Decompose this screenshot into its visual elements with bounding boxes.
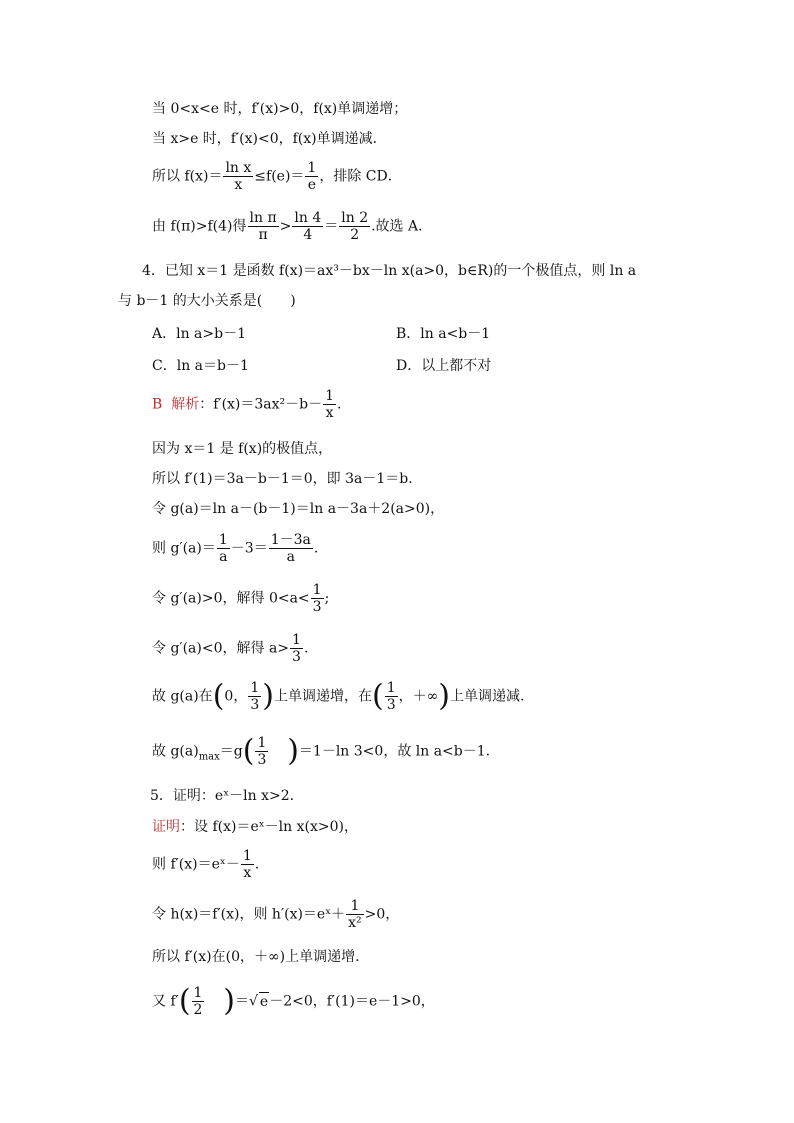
solution-line [152, 388, 341, 421]
fraction-numerator: ln π [249, 210, 277, 226]
fraction-denominator: π [258, 227, 268, 243]
fraction-numerator: 1 [250, 680, 260, 696]
fraction [269, 532, 313, 565]
proof-line [152, 898, 399, 931]
fraction-denominator: 3 [250, 697, 260, 713]
question-4-stem: 4．已知 x＝1 是函数 f(x)＝ax³－bx－ln x(a>0，b∈R)的一个极值点，则 ln a [142, 263, 637, 279]
option-a: A．ln a>b－1 [152, 326, 247, 342]
right-paren: ) [287, 733, 299, 769]
left-paren: ( [242, 733, 255, 769]
fraction-denominator: e [307, 177, 317, 193]
question-4-stem-cont: 与 b－1 的大小关系是( ) [118, 293, 296, 309]
text-segment: > [279, 218, 292, 235]
fraction [339, 210, 370, 243]
fraction-numerator: 1 [346, 898, 364, 915]
solution-line [152, 582, 329, 615]
text-segment: ＝1－ln 3<0，故 ln a<b－1. [298, 743, 491, 760]
proof-line [152, 818, 358, 836]
fraction-numerator: 1 [193, 985, 203, 1001]
proof-line: 所以 f′(x)在(0，＋∞)上单调递增． [152, 949, 370, 965]
fraction [217, 532, 230, 565]
fraction-numerator: 1 [292, 632, 301, 648]
answer-letter: B [152, 396, 163, 413]
text-segment: 上单调递增，在 [273, 688, 372, 705]
fraction [305, 160, 318, 193]
fraction [241, 848, 254, 881]
text-segment: . [313, 540, 319, 557]
text-segment: ; [324, 590, 330, 607]
text-segment: 则 f′(x)＝eˣ－ [152, 856, 240, 873]
text-segment: －3＝ [230, 540, 268, 557]
text-segment: 令 g′(a)<0，解得 a> [152, 640, 290, 657]
fraction-numerator: 1 [307, 160, 317, 176]
text-line [152, 160, 402, 193]
text-line: 当 0<x<e 时，f′(x)>0，f(x)单调递增； [152, 101, 408, 117]
solution-line: 令 g(a)＝ln a－(b－1)＝ln a－3a＋2(a>0)， [152, 501, 445, 517]
fraction-denominator: 3 [386, 697, 396, 713]
option-b: B．ln a<b－1 [396, 326, 491, 342]
fraction-denominator: 2 [193, 1002, 203, 1018]
fraction-denominator: x [234, 177, 243, 193]
fraction-denominator: 2 [350, 227, 360, 243]
fraction [248, 210, 279, 243]
fraction-denominator: 3 [312, 599, 322, 615]
text-segment: 上单调递减. [450, 688, 525, 705]
text-segment: . [254, 856, 260, 873]
solution-line: 因为 x＝1 是 f(x)的极值点， [152, 441, 333, 457]
text-segment: 0， [224, 688, 248, 705]
text-segment: >0， [364, 906, 400, 923]
fraction [311, 582, 324, 615]
fraction [385, 680, 398, 713]
solution-line [152, 735, 490, 768]
fraction [223, 160, 253, 193]
text-segment: 由 f(π)>f(4)得 [152, 218, 247, 235]
text-segment: 则 g′(a)＝ [152, 540, 216, 557]
fraction [248, 680, 261, 713]
fraction-numerator: 1－3a [270, 532, 311, 548]
text-segment: ＝ [324, 218, 339, 235]
fraction [292, 210, 323, 243]
fraction-denominator: x² [348, 915, 362, 931]
left-paren: ( [178, 983, 191, 1019]
fraction-numerator: ln x [225, 160, 252, 176]
text-segment: 又 f′ [152, 993, 179, 1010]
fraction-numerator: 1 [218, 532, 228, 548]
question-5-stem: 5．证明：eˣ－ln x>2. [150, 788, 295, 804]
text-segment: ≤f(e)＝ [254, 168, 305, 185]
fraction-denominator: 4 [303, 227, 313, 243]
fraction-numerator: 1 [386, 680, 396, 696]
fraction [346, 898, 364, 931]
right-paren: ) [262, 678, 274, 714]
text-segment: ，＋∞ [398, 688, 439, 705]
proof-line [152, 985, 435, 1018]
analysis-label: 解析 [171, 396, 200, 413]
text-segment: ，排除 CD． [319, 168, 402, 185]
text-segment: 令 g′(a)>0，解得 0<a< [152, 590, 310, 607]
fraction-denominator: 3 [292, 649, 301, 665]
fraction [255, 735, 268, 768]
solution-line: 所以 f′(1)＝3a－b－1＝0，即 3a－1＝b. [152, 471, 413, 487]
sqrt-symbol: √ [248, 993, 258, 1010]
solution-line [152, 680, 524, 713]
text-line [152, 210, 432, 243]
left-paren: ( [212, 678, 225, 714]
solution-line [152, 532, 318, 565]
text-segment: . [303, 640, 309, 657]
sqrt-radicand: e [259, 993, 269, 1010]
text-segment: ：f′(x)＝3ax²－b－ [199, 396, 323, 413]
fraction-numerator: 1 [325, 388, 335, 404]
fraction-denominator: x [325, 405, 334, 421]
fraction-numerator: 1 [257, 735, 267, 751]
text-segment: 故 g(a) [152, 743, 199, 760]
fraction-denominator: a [286, 549, 295, 565]
text-segment: ＝ [234, 993, 249, 1010]
fraction-numerator: ln 2 [341, 210, 369, 226]
fraction-denominator: x [243, 865, 252, 881]
proof-line [152, 848, 259, 881]
text-segment: .故选 A． [371, 218, 433, 235]
text-segment: 故 g(a)在 [152, 688, 213, 705]
text-line: 当 x>e 时，f′(x)<0，f(x)单调递减． [152, 131, 387, 147]
text-segment: 令 h(x)＝f′(x)，则 h′(x)＝eˣ＋ [152, 906, 346, 923]
option-d: D．以上都不对 [396, 358, 492, 374]
fraction-denominator: a [219, 549, 228, 565]
text-segment: －2<0，f′(1)＝e－1>0， [269, 993, 435, 1010]
fraction-numerator: ln 4 [294, 210, 322, 226]
text-segment: ＝g [219, 743, 243, 760]
fraction-numerator: 1 [312, 582, 322, 598]
fraction-denominator: 3 [257, 752, 267, 768]
left-paren: ( [371, 678, 384, 714]
fraction-numerator: 1 [242, 848, 252, 864]
right-paren: ) [223, 983, 235, 1019]
text-segment: 所以 f(x)＝ [152, 168, 223, 185]
text-segment: . [337, 396, 342, 413]
option-c: C．ln a＝b－1 [152, 358, 249, 374]
fraction [290, 632, 303, 665]
solution-line [152, 632, 308, 665]
text-segment: ：设 f(x)＝eˣ－ln x(x>0)， [180, 819, 358, 835]
fraction [192, 985, 205, 1018]
proof-label: 证明 [152, 819, 180, 835]
fraction [323, 388, 336, 421]
subscript: max [198, 751, 220, 763]
right-paren: ) [438, 678, 450, 714]
